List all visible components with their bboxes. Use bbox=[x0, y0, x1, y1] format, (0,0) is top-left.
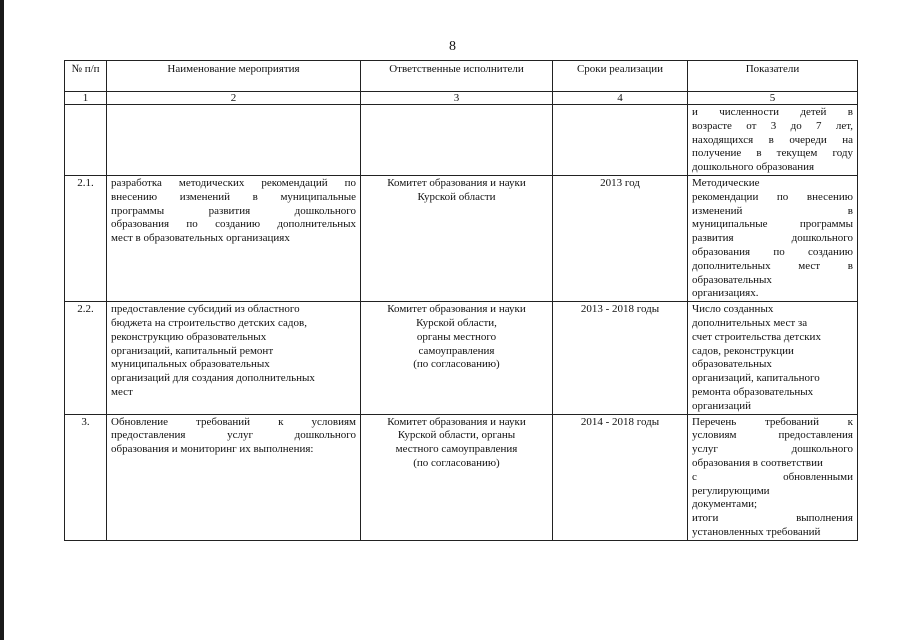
indicator-line: получение в текущем году bbox=[692, 147, 853, 160]
column-number: 5 bbox=[688, 92, 858, 105]
column-number: 4 bbox=[553, 92, 688, 105]
indicator-line: организаций, капитального bbox=[692, 372, 820, 385]
indicators-cell bbox=[688, 414, 858, 540]
indicator-line: условиям предоставления bbox=[692, 429, 853, 442]
indicator-line: документами; bbox=[692, 498, 758, 511]
indicators-cell bbox=[688, 302, 858, 414]
activity-line: предоставление субсидий из областного bbox=[111, 303, 300, 316]
header-num: № п/п bbox=[65, 61, 107, 92]
responsible-line: органы местного bbox=[416, 330, 497, 343]
row-number: 2.1. bbox=[65, 175, 107, 301]
responsible-line: самоуправления bbox=[418, 344, 495, 357]
indicator-line: образования по созданию bbox=[692, 245, 853, 258]
activity-line: разработка методических рекомендаций по bbox=[111, 176, 356, 189]
indicator-line: с обновленными bbox=[692, 470, 853, 483]
indicator-line: Перечень требований к bbox=[692, 415, 853, 428]
responsible-line: Курской области bbox=[417, 190, 496, 203]
responsible-line: Комитет образования и науки bbox=[387, 415, 526, 428]
indicator-line: возрасте от 3 до 7 лет, bbox=[692, 119, 853, 132]
indicator-line: услуг дошкольного bbox=[692, 443, 853, 456]
indicator-line: муниципальные программы bbox=[692, 218, 853, 231]
indicator-line: развития дошкольного bbox=[692, 232, 853, 245]
responsible-cell bbox=[361, 302, 553, 414]
indicator-line: счет строительства детских bbox=[692, 330, 821, 343]
activity-line: программы развития дошкольного bbox=[111, 204, 356, 217]
responsible-line: (по согласованию) bbox=[413, 456, 500, 469]
column-number: 2 bbox=[107, 92, 361, 105]
activity-name bbox=[107, 414, 361, 540]
terms-cell: 2013 - 2018 годы bbox=[553, 302, 688, 414]
indicator-line: Методические bbox=[692, 176, 760, 189]
activity-name bbox=[107, 302, 361, 414]
indicator-line: образовательных bbox=[692, 358, 772, 371]
indicators-cell bbox=[688, 175, 858, 301]
column-number: 1 bbox=[65, 92, 107, 105]
responsible-line: местного самоуправления bbox=[395, 443, 518, 456]
activity-line: образования по созданию дополнительных bbox=[111, 218, 356, 231]
responsible-cell bbox=[361, 414, 553, 540]
responsible-line: Комитет образования и науки bbox=[387, 303, 526, 316]
terms-cell: 2014 - 2018 годы bbox=[553, 414, 688, 540]
header-indicators: Показатели bbox=[688, 61, 858, 92]
column-number-row bbox=[65, 92, 858, 105]
indicator-line: образования в соответствии bbox=[692, 456, 823, 469]
indicator-line: образовательных bbox=[692, 273, 772, 286]
activity-line: реконструкцию образовательных bbox=[111, 330, 267, 343]
indicator-line: дополнительных мест в bbox=[692, 259, 853, 272]
activity-line: предоставления услуг дошкольного bbox=[111, 429, 356, 442]
terms-cell: 2013 год bbox=[553, 175, 688, 301]
table-row bbox=[65, 414, 858, 540]
row-number: 3. bbox=[65, 414, 107, 540]
responsible-line: (по согласованию) bbox=[413, 358, 500, 371]
indicator-line: организаций bbox=[692, 399, 752, 412]
page-left-edge bbox=[0, 0, 4, 640]
indicator-line: находящихся в очереди на bbox=[692, 133, 853, 146]
header-responsible: Ответственные исполнители bbox=[361, 61, 553, 92]
indicator-line: итоги выполнения bbox=[692, 512, 853, 525]
indicator-line: установленных требований bbox=[692, 525, 821, 538]
row-number: 2.2. bbox=[65, 302, 107, 414]
indicator-line: и численности детей в bbox=[692, 106, 853, 118]
indicator-line: регулирующими bbox=[692, 484, 770, 497]
table-row bbox=[65, 302, 858, 414]
terms-cell bbox=[553, 105, 688, 176]
activity-line: внесению изменений в муниципальные bbox=[111, 190, 356, 203]
responsible-line: Курской области, органы bbox=[397, 429, 516, 442]
row-number bbox=[65, 105, 107, 176]
activity-name bbox=[107, 175, 361, 301]
activity-line: образования и мониторинг их выполнения: bbox=[111, 443, 314, 456]
activity-line: организаций, капитальный ремонт bbox=[111, 344, 274, 357]
page-number: 8 bbox=[449, 39, 456, 54]
indicator-line: организациях. bbox=[692, 287, 759, 300]
activity-line: организаций для создания дополнительных bbox=[111, 372, 315, 385]
activity-line: мест в образовательных организациях bbox=[111, 232, 290, 245]
indicator-line: ремонта образовательных bbox=[692, 385, 814, 398]
indicator-line: дошкольного образования bbox=[692, 161, 815, 174]
activity-line: мест bbox=[111, 385, 133, 398]
column-number: 3 bbox=[361, 92, 553, 105]
activity-name bbox=[107, 105, 361, 176]
header-terms: Сроки реализации bbox=[553, 61, 688, 92]
indicator-line: изменений в bbox=[692, 204, 853, 217]
indicator-line: Число созданных bbox=[692, 303, 774, 316]
table-row bbox=[65, 105, 858, 176]
plan-table bbox=[64, 60, 858, 541]
indicator-line: садов, реконструкции bbox=[692, 344, 794, 357]
responsible-cell bbox=[361, 105, 553, 176]
indicator-line: рекомендации по внесению bbox=[692, 190, 853, 203]
indicators-cell bbox=[688, 105, 858, 176]
responsible-line: Курской области, bbox=[416, 316, 497, 329]
table-row bbox=[65, 175, 858, 301]
activity-line: муниципальных образовательных bbox=[111, 358, 270, 371]
responsible-cell bbox=[361, 175, 553, 301]
activity-line: бюджета на строительство детских садов, bbox=[111, 316, 307, 329]
activity-line: Обновление требований к условиям bbox=[111, 415, 356, 428]
header-name: Наименование мероприятия bbox=[107, 61, 361, 92]
responsible-line: Комитет образования и науки bbox=[387, 176, 526, 189]
indicator-line: дополнительных мест за bbox=[692, 316, 808, 329]
header-row bbox=[65, 61, 858, 92]
